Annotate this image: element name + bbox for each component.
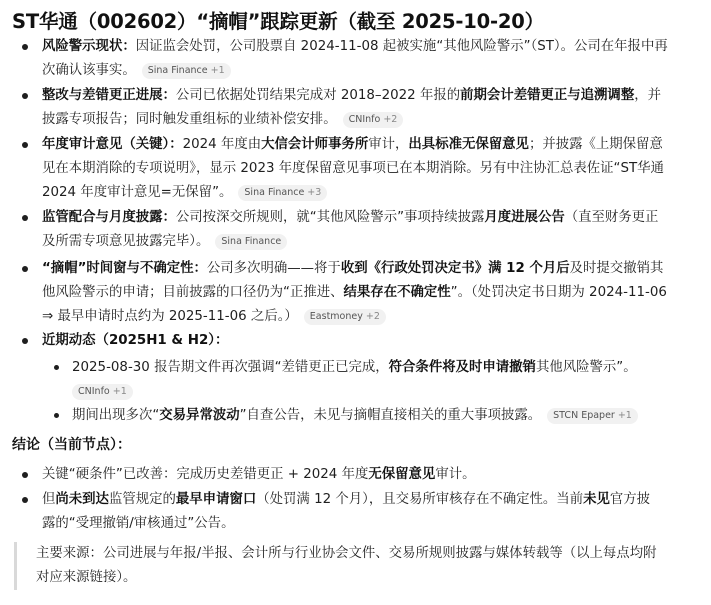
text-run: 2024 年度由 bbox=[182, 137, 262, 152]
text-run: ”。（处罚决定书日期为 2024-11-06 bbox=[450, 285, 667, 300]
source-chip[interactable] bbox=[215, 234, 287, 250]
source-chip-label: Sina Finance bbox=[221, 236, 282, 247]
sources-blockquote bbox=[14, 542, 697, 590]
bold-text: 交易异常波动 bbox=[159, 408, 240, 423]
text-run: （处罚满 12 个月），且交易所审核存在不确定性。当前 bbox=[256, 492, 584, 507]
item-text bbox=[72, 356, 637, 380]
source-chip[interactable] bbox=[343, 112, 404, 128]
sub-item-abnormal-volatility bbox=[72, 404, 638, 428]
text-run: 公司按深交所规则，就“其他风险警示”事项持续披露 bbox=[175, 210, 485, 225]
bullet-icon bbox=[22, 215, 28, 221]
text-run: （直至财务更正 bbox=[564, 210, 659, 225]
text-line bbox=[42, 108, 661, 132]
bold-text: 无保留意见 bbox=[368, 467, 436, 482]
bold-text: 年度审计意见（关键）： bbox=[42, 137, 183, 152]
text-run: 2024 年度审计意见=无保留”。 bbox=[42, 185, 233, 200]
text-line bbox=[42, 181, 664, 205]
text-run: 审计。 bbox=[435, 467, 476, 482]
text-run: ⇒ 最早申请时点约为 2025-11-06 之后。） bbox=[42, 309, 298, 324]
text-run: 其他风险警示”。 bbox=[535, 360, 637, 375]
text-run: ，并 bbox=[634, 88, 661, 103]
bold-text: 出具标准无保留意见 bbox=[408, 137, 529, 152]
bullet-icon bbox=[22, 93, 28, 99]
text-run: 公司已依据处罚结果完成对 2018–2022 年报的 bbox=[175, 88, 461, 103]
text-line bbox=[42, 305, 667, 329]
item-text bbox=[42, 84, 661, 132]
text-run: 露的“受理撤销/审核通过”公告。 bbox=[42, 516, 235, 531]
source-chip-label: Eastmoney bbox=[309, 311, 363, 322]
bold-text: 符合条件将及时申请撤销 bbox=[388, 360, 536, 375]
bullet-icon bbox=[22, 472, 28, 478]
page-title: ST华通（002602）“摘帽”跟踪更新（截至 2025-10-20） bbox=[12, 10, 544, 33]
text-line bbox=[42, 133, 664, 157]
source-chip-label: CNInfo bbox=[348, 114, 381, 125]
bold-text: 收到《行政处罚决定书》满 12 个月后 bbox=[340, 261, 570, 276]
text-run: 因证监会处罚，公司股票自 2024-11-08 起被实施“其他风险警示”（ST）。公司在年报中再 bbox=[135, 39, 668, 54]
item-text bbox=[42, 133, 664, 205]
source-chip[interactable] bbox=[238, 185, 327, 201]
bold-text: 最早申请窗口 bbox=[175, 492, 257, 507]
text-run: 监管规定的 bbox=[108, 492, 176, 507]
bullet-icon bbox=[22, 497, 28, 503]
source-chip-count: +2 bbox=[383, 114, 398, 125]
text-line bbox=[42, 206, 658, 230]
bullet-icon bbox=[22, 266, 28, 272]
bullet-icon bbox=[22, 142, 28, 148]
text-run: 主要来源：公司进展与年报/半报、会计所与行业协会文件、交易所规则披露与媒体转载等（以上每点均附 bbox=[36, 546, 657, 561]
bold-text: 风险警示现状： bbox=[42, 39, 136, 54]
bold-text: 月度进展公告 bbox=[484, 210, 565, 225]
text-run: 见在本期消除的专项说明》，显示 2023 年度保留意见事项已在本期消除。另有中注协汇总表佐证“ST华通 bbox=[42, 161, 664, 176]
text-line bbox=[42, 257, 667, 281]
source-chip-count: +2 bbox=[365, 311, 380, 322]
list-item-recent-updates bbox=[42, 329, 228, 353]
text-line bbox=[42, 230, 658, 254]
source-chip-count: +1 bbox=[210, 65, 225, 76]
bold-text: 前期会计差错更正与追溯调整 bbox=[460, 88, 635, 103]
bold-text: 监管配合与月度披露： bbox=[42, 210, 176, 225]
source-chip-label: CNInfo bbox=[78, 386, 110, 397]
text-run: 公司多次明确——将于 bbox=[206, 261, 341, 276]
list-item-correction-progress bbox=[42, 84, 661, 132]
text-line bbox=[42, 157, 664, 181]
text-run: ”自查公告，未见与摘帽直接相关的重大事项披露。 bbox=[239, 408, 542, 423]
bold-text: 大信会计师事务所 bbox=[261, 137, 369, 152]
text-line bbox=[42, 488, 650, 512]
text-line bbox=[42, 463, 476, 487]
bullet-icon bbox=[54, 365, 59, 370]
conclusion-item-hard-conditions bbox=[42, 463, 476, 487]
item-text bbox=[72, 404, 638, 428]
item-text bbox=[42, 257, 667, 329]
item-text bbox=[42, 463, 476, 487]
source-chip-label: Sina Finance bbox=[244, 187, 305, 198]
bold-text: “摘帽”时间窗与不确定性： bbox=[42, 261, 207, 276]
text-line bbox=[36, 566, 656, 590]
text-line bbox=[72, 356, 637, 380]
list-item-time-window bbox=[42, 257, 667, 329]
list-item-audit-opinion bbox=[42, 133, 664, 205]
conclusion-item-window-not-reached bbox=[42, 488, 650, 536]
bold-text: 结果存在不确定性 bbox=[343, 285, 451, 300]
text-run: 及时提交撤销其 bbox=[569, 261, 664, 276]
text-line bbox=[42, 512, 650, 536]
text-line bbox=[72, 404, 638, 428]
item-text bbox=[42, 329, 228, 353]
text-run: 期间出现多次“ bbox=[72, 408, 160, 423]
source-chip[interactable] bbox=[304, 309, 386, 325]
bold-text: 近期动态（2025H1 & H2）： bbox=[42, 333, 229, 348]
source-chip[interactable] bbox=[72, 384, 133, 400]
source-chip-count: +3 bbox=[307, 187, 322, 198]
list-item-monthly-disclosure bbox=[42, 206, 658, 254]
source-chip[interactable] bbox=[142, 63, 231, 79]
bold-text: 尚未到达 bbox=[55, 492, 109, 507]
text-line bbox=[42, 35, 668, 59]
text-run: 次确认该事实。 bbox=[42, 63, 136, 78]
item-text bbox=[42, 35, 668, 83]
text-run: 及所需专项意见披露完毕）。 bbox=[42, 234, 210, 249]
text-run: 2025-08-30 报告期文件再次强调“差错更正已完成， bbox=[72, 360, 389, 375]
bold-text: 整改与差错更正进展： bbox=[42, 88, 176, 103]
source-chip-count: +1 bbox=[617, 410, 632, 421]
list-item-risk-warning bbox=[42, 35, 668, 83]
source-chip-count: +1 bbox=[112, 386, 127, 397]
text-run: 官方披 bbox=[609, 492, 651, 507]
item-text bbox=[42, 206, 658, 254]
text-line bbox=[42, 281, 667, 305]
sub-item-report-2025-08-30 bbox=[72, 356, 637, 404]
bold-text: 未见 bbox=[583, 492, 610, 507]
text-run: ；并披露《上期保留意 bbox=[528, 137, 663, 152]
source-chip[interactable] bbox=[547, 408, 638, 424]
text-line bbox=[42, 84, 661, 108]
item-text bbox=[42, 488, 650, 536]
text-run: 对应来源链接）。 bbox=[36, 570, 137, 585]
bullet-icon bbox=[22, 44, 28, 50]
text-run: 审计， bbox=[368, 137, 409, 152]
bullet-icon bbox=[54, 413, 59, 418]
text-line bbox=[42, 329, 228, 353]
text-line bbox=[42, 59, 668, 83]
text-line bbox=[36, 542, 656, 566]
bullet-icon bbox=[22, 338, 28, 344]
text-run: 关键“硬条件”已改善：完成历史差错更正 + 2024 年度 bbox=[42, 467, 369, 482]
text-run: 披露专项报告；同时触发重组标的业绩补偿安排。 bbox=[42, 112, 337, 127]
text-run: 但 bbox=[42, 492, 56, 507]
text-run: 他风险警示的申请；目前披露的口径仍为“正推进、 bbox=[42, 285, 344, 300]
sources-text bbox=[36, 542, 656, 590]
conclusion-heading: 结论（当前节点）： bbox=[12, 437, 131, 453]
source-chip-label: Sina Finance bbox=[147, 65, 208, 76]
source-chip-label: STCN Epaper bbox=[553, 410, 615, 421]
